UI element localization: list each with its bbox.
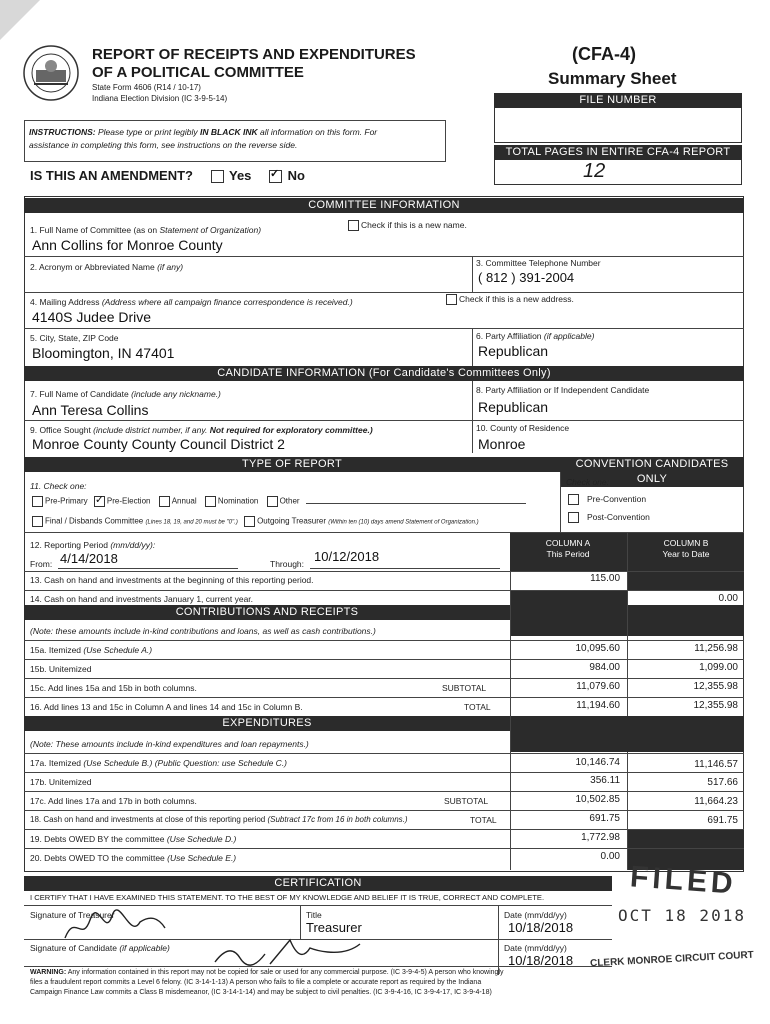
warning-prefix: WARNING: bbox=[30, 969, 67, 976]
line17b-label: 17b. Unitemized bbox=[30, 777, 92, 787]
line20-col-a: 0.00 bbox=[600, 851, 620, 862]
file-number-header: FILE NUMBER bbox=[494, 93, 742, 108]
period-from-value: 4/14/2018 bbox=[60, 551, 118, 566]
instructions-text-a: Please type or print legibly bbox=[95, 127, 201, 137]
line18-tag: TOTAL bbox=[470, 815, 497, 825]
total-pages-value: 12 bbox=[583, 160, 606, 182]
filed-stamp-word: FILED bbox=[629, 860, 738, 901]
certification-header: CERTIFICATION bbox=[24, 876, 612, 891]
final-outgoing-options: Final / Disbands Committee (Lines 18, 19, and 20 must be "0".) Outgoing Treasurer (Within ten (10) days amend Statement of Organization.) bbox=[32, 516, 479, 527]
line15c-label: 15c. Add lines 15a and 15b in both columns. bbox=[30, 683, 197, 693]
line17c-col-a: 10,502.85 bbox=[575, 794, 620, 805]
outgoing-treasurer-checkbox[interactable] bbox=[244, 516, 255, 527]
contributions-header: CONTRIBUTIONS AND RECEIPTS bbox=[24, 605, 510, 620]
line5-label: 5. City, State, ZIP Code bbox=[30, 333, 119, 343]
line4-label: 4. Mailing Address (Address where all campaign finance correspondence is received.) bbox=[30, 297, 353, 307]
line1-label: 1. Full Name of Committee (as on Statement of Organization) bbox=[30, 225, 262, 235]
other-checkbox[interactable] bbox=[267, 496, 278, 507]
line13-col-b-shaded bbox=[628, 572, 744, 590]
instructions-bold: IN BLACK INK bbox=[200, 127, 258, 137]
candidate-signature-label: Signature of Candidate (if applicable) bbox=[30, 943, 170, 953]
nomination-checkbox[interactable] bbox=[205, 496, 216, 507]
annual-checkbox[interactable] bbox=[159, 496, 170, 507]
line3-label: 3. Committee Telephone Number bbox=[476, 258, 601, 268]
contrib-col-b-shaded bbox=[628, 605, 744, 636]
conv-check-one: Check one: bbox=[566, 477, 609, 487]
line8-label: 8. Party Affiliation or If Independent Candidate bbox=[476, 385, 650, 395]
instructions-prefix: INSTRUCTIONS: bbox=[29, 127, 96, 137]
amendment-no-checkbox[interactable] bbox=[269, 170, 282, 183]
form-title bbox=[92, 46, 416, 82]
through-label: Through: bbox=[270, 559, 305, 569]
state-seal bbox=[22, 44, 80, 102]
new-address-checkbox[interactable] bbox=[446, 294, 457, 305]
expenditures-note: (Note: These amounts include in-kind expenditures and loan repayments.) bbox=[30, 739, 309, 749]
line1-check: Check if this is a new name. bbox=[348, 220, 467, 231]
amendment-question: IS THIS AN AMENDMENT? bbox=[30, 168, 193, 183]
line16-label: 16. Add lines 13 and 15c in Column A and lines 14 and 15c in Column B. bbox=[30, 702, 303, 712]
warning-line1: Any information contained in this report may not be copied for sale or used for any commercial purpose. (IC 3-9-4-5) A person who knowingly bbox=[66, 969, 504, 976]
line16-col-a: 11,194.60 bbox=[576, 700, 620, 711]
file-number-box[interactable] bbox=[494, 108, 742, 143]
certification-statement: I CERTIFY THAT I HAVE EXAMINED THIS STATEMENT. TO THE BEST OF MY KNOWLEDGE AND BELIEF IT IS TRUE, CORRECT AND COMPLETE. bbox=[30, 893, 545, 902]
line17c-col-b: 11,664.23 bbox=[694, 796, 738, 807]
date1-value: 10/18/2018 bbox=[508, 920, 574, 935]
exp-shaded bbox=[511, 716, 744, 752]
total-pages-header: TOTAL PAGES IN ENTIRE CFA-4 REPORT bbox=[494, 145, 742, 160]
line13-col-a: 115.00 bbox=[590, 573, 620, 584]
line18-col-a: 691.75 bbox=[589, 813, 620, 824]
page-corner-fold bbox=[0, 0, 40, 40]
line9-label: 9. Office Sought (include district number, if any. Not required for exploratory committee.) bbox=[30, 425, 373, 435]
line16-tag: TOTAL bbox=[464, 702, 491, 712]
party-affiliation-value: Republican bbox=[478, 343, 549, 359]
line2-label: 2. Acronym or Abbreviated Name (if any) bbox=[30, 262, 184, 272]
pre-election-checkbox[interactable] bbox=[94, 496, 105, 507]
report-type-header: TYPE OF REPORT bbox=[24, 457, 560, 472]
line15c-col-b: 12,355.98 bbox=[693, 681, 738, 692]
new-name-checkbox[interactable] bbox=[348, 220, 359, 231]
form-title-line1: REPORT OF RECEIPTS AND EXPENDITURES bbox=[92, 46, 416, 63]
line19-label: 19. Debts OWED BY the committee (Use Schedule D.) bbox=[30, 834, 237, 844]
post-convention-option: Post-Convention bbox=[568, 512, 650, 523]
line6-label: 6. Party Affiliation (if applicable) bbox=[476, 331, 595, 341]
date2-value: 10/18/2018 bbox=[508, 953, 574, 968]
warning-line2: files a fraudulent report commits a Level 6 felony. (IC 3-14-1-13) A person who fails to file a complete or accurate report as required by the Indiana bbox=[30, 979, 482, 986]
line16-col-b: 12,355.98 bbox=[693, 700, 738, 711]
sheet-title: Summary Sheet bbox=[548, 69, 677, 88]
phone-area-code: 812 bbox=[485, 270, 508, 285]
instructions-line2: assistance in completing this form, see instructions on the reverse side. bbox=[29, 140, 298, 150]
line15b-label: 15b. Unitemized bbox=[30, 664, 92, 674]
county-residence-value: Monroe bbox=[478, 436, 526, 452]
line15c-tag: SUBTOTAL bbox=[442, 683, 487, 693]
line15a-label: 15a. Itemized (Use Schedule A.) bbox=[30, 645, 153, 655]
office-sought-value: Monroe County County Council District 2 bbox=[32, 436, 285, 452]
line10-label: 10. County of Residence bbox=[476, 423, 570, 433]
report-type-options: Pre-Primary ✓ Pre-Election Annual Nomination Other bbox=[32, 496, 526, 507]
pre-primary-checkbox[interactable] bbox=[32, 496, 43, 507]
amendment-yes-label: Yes bbox=[229, 168, 252, 183]
candidate-header: CANDIDATE INFORMATION (For Candidate's Committees Only) bbox=[24, 366, 744, 381]
treasurer-signature-label: Signature of Treasurer bbox=[30, 910, 115, 920]
line13-label: 13. Cash on hand and investments at the beginning of this reporting period. bbox=[30, 575, 314, 585]
filed-stamp bbox=[589, 860, 762, 994]
line15b-col-b: 1,099.00 bbox=[699, 662, 738, 673]
line17b-col-b: 517.66 bbox=[707, 777, 738, 788]
column-b-header: COLUMN B Year to Date bbox=[662, 538, 710, 559]
candidate-name-value: Ann Teresa Collins bbox=[32, 402, 149, 418]
title-label: Title bbox=[306, 910, 322, 920]
line17c-label: 17c. Add lines 17a and 17b in both columns. bbox=[30, 796, 197, 806]
phone-value: ( 812 ) 391-2004 bbox=[478, 270, 575, 285]
line14-col-b: 0.00 bbox=[718, 593, 738, 604]
line19-col-a: 1,772.98 bbox=[581, 832, 620, 843]
line15b-col-a: 984.00 bbox=[589, 662, 620, 673]
line4-check: Check if this is a new address. bbox=[446, 294, 574, 305]
pre-convention-option: Pre-Convention bbox=[568, 494, 646, 505]
line17a-col-a: 10,146.74 bbox=[575, 757, 620, 768]
candidate-signature[interactable] bbox=[210, 934, 370, 970]
amendment-yes-checkbox[interactable] bbox=[211, 170, 224, 183]
amendment-row bbox=[30, 168, 305, 183]
check-one-label: 11. Check one: bbox=[30, 481, 87, 491]
title-value: Treasurer bbox=[306, 920, 362, 935]
line17a-col-b: 11,146.57 bbox=[694, 759, 738, 770]
line15c-col-a: 11,079.60 bbox=[576, 681, 620, 692]
instructions-text-b: all information on this form. For bbox=[257, 127, 378, 137]
from-label: From: bbox=[30, 559, 53, 569]
line7-label: 7. Full Name of Candidate (include any nickname.) bbox=[30, 389, 221, 399]
period-through-value: 10/12/2018 bbox=[314, 549, 380, 564]
form-code: (CFA-4) bbox=[572, 44, 636, 64]
amendment-no-label: No bbox=[287, 168, 306, 183]
warning-line3: Campaign Finance Law commits a Class B misdemeanor, (IC 3-14-1-14) and may be subject to civil penalties. (IC 3-9-4-16, IC 3-9-4-17, IC 3-9-4-18) bbox=[30, 989, 492, 996]
line18-col-b: 691.75 bbox=[707, 815, 738, 826]
stamp-date: OCT 18 2018 bbox=[618, 906, 746, 925]
form-division: Indiana Election Division (IC 3-9-5-14) bbox=[92, 94, 228, 103]
post-convention-checkbox[interactable] bbox=[568, 512, 579, 523]
line18-label: 18. Cash on hand and investments at close of this reporting period (Subtract 17c from 16 in both columns.) bbox=[30, 815, 408, 824]
line14-label: 14. Cash on hand and investments January 1, current year. bbox=[30, 594, 254, 604]
mailing-address-value: 4140S Judee Drive bbox=[32, 309, 152, 325]
total-pages-box[interactable] bbox=[494, 160, 742, 185]
line20-label: 20. Debts OWED TO the committee (Use Schedule E.) bbox=[30, 853, 237, 863]
line17c-tag: SUBTOTAL bbox=[444, 796, 489, 806]
form-number: State Form 4606 (R14 / 10-17) bbox=[92, 83, 201, 92]
instructions-box bbox=[24, 120, 446, 162]
city-state-zip-value: Bloomington, IN 47401 bbox=[32, 345, 175, 361]
line15a-col-b: 11,256.98 bbox=[694, 643, 738, 654]
committee-header: COMMITTEE INFORMATION bbox=[24, 198, 744, 213]
contributions-note: (Note: these amounts include in-kind contributions and loans, as well as cash contributions.) bbox=[30, 626, 376, 636]
warning-text bbox=[30, 968, 620, 998]
phone-number: 391-2004 bbox=[519, 270, 575, 285]
line12-label: 12. Reporting Period (mm/dd/yy): bbox=[30, 540, 156, 550]
committee-name-value: Ann Collins for Monroe County bbox=[32, 237, 223, 253]
date1-label: Date (mm/dd/yy) bbox=[504, 910, 567, 920]
pre-convention-checkbox[interactable] bbox=[568, 494, 579, 505]
final-disbands-checkbox[interactable] bbox=[32, 516, 43, 527]
form-title-line2: OF A POLITICAL COMMITTEE bbox=[92, 64, 304, 81]
stamp-clerk: CLERK MONROE CIRCUIT COURT bbox=[589, 949, 755, 970]
column-a-header: COLUMN A This Period bbox=[545, 538, 591, 559]
candidate-party-value: Republican bbox=[478, 399, 549, 415]
line17b-col-a: 356.11 bbox=[590, 775, 620, 786]
expenditures-header: EXPENDITURES bbox=[24, 716, 510, 731]
line14-col-a-shaded bbox=[511, 591, 627, 636]
line17a-label: 17a. Itemized (Use Schedule B.) (Public Question: use Schedule C.) bbox=[30, 758, 288, 768]
date2-label: Date (mm/dd/yy) bbox=[504, 943, 567, 953]
convention-header: CONVENTION CANDIDATES ONLY bbox=[560, 457, 744, 487]
line15a-col-a: 10,095.60 bbox=[575, 643, 620, 654]
